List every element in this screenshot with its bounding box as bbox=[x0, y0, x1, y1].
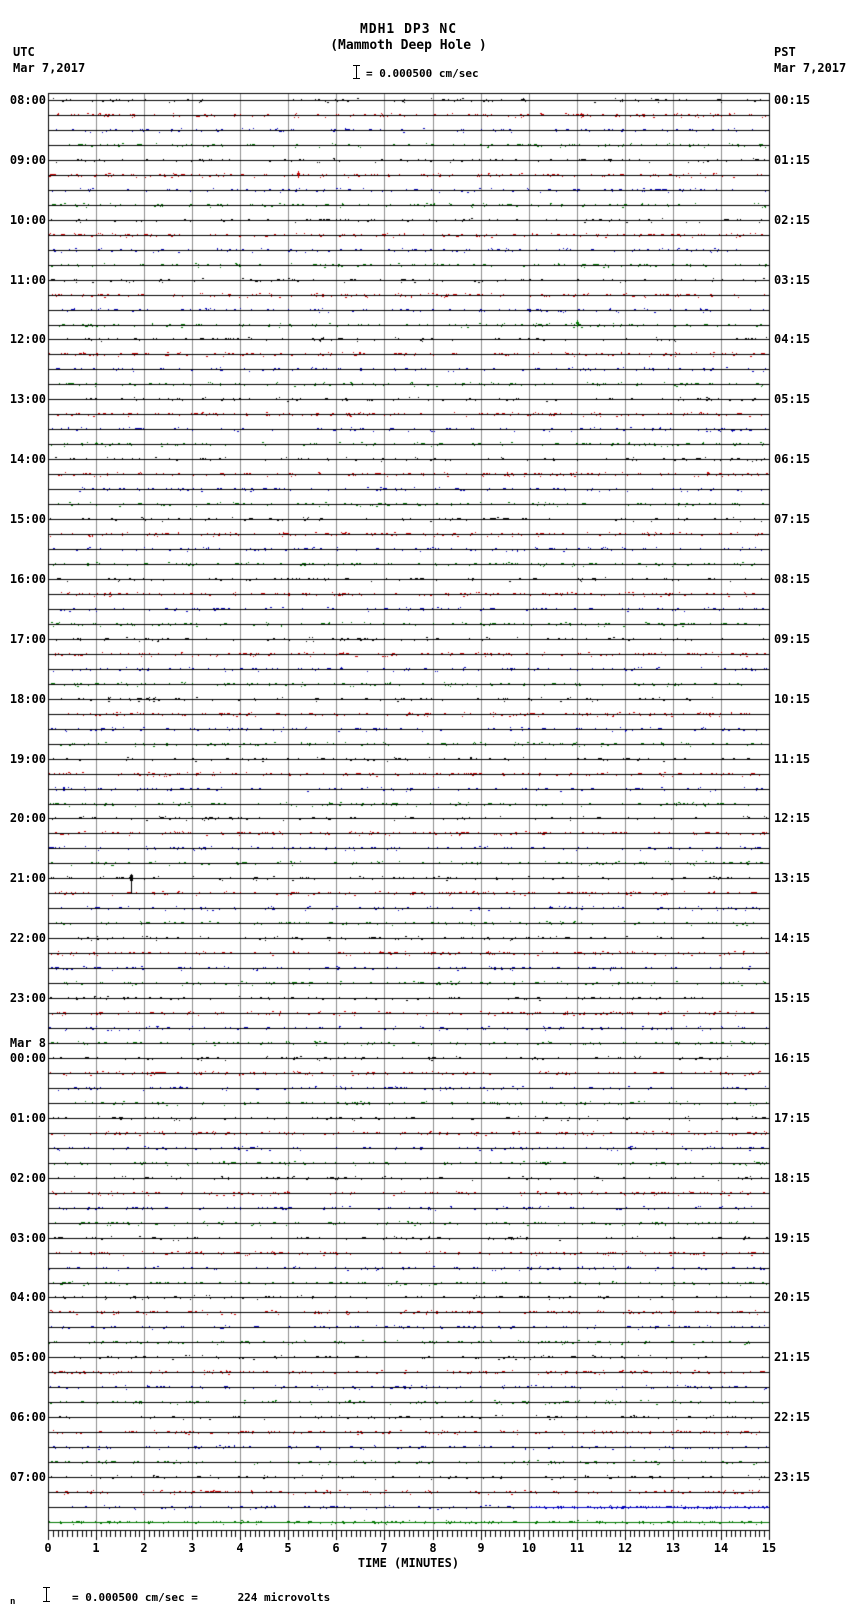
utc-time-label: 22:00 bbox=[9, 931, 46, 945]
utc-time-label: 20:00 bbox=[9, 811, 46, 825]
utc-time-label: 21:00 bbox=[9, 871, 46, 885]
pst-time-label: 04:15 bbox=[774, 332, 811, 346]
utc-time-label: 01:00 bbox=[9, 1111, 46, 1125]
utc-time-label: 06:00 bbox=[9, 1410, 46, 1424]
pst-date: Mar 7,2017 bbox=[774, 61, 847, 75]
x-tick-label: 8 bbox=[429, 1541, 437, 1555]
x-axis-title: TIME (MINUTES) bbox=[357, 1556, 460, 1570]
x-tick-label: 10 bbox=[521, 1541, 537, 1555]
pst-time-label: 22:15 bbox=[774, 1410, 811, 1424]
x-tick-label: 5 bbox=[284, 1541, 292, 1555]
page-title: MDH1 DP3 NC bbox=[359, 22, 458, 37]
utc-time-label: 03:00 bbox=[9, 1231, 46, 1245]
x-tick-label: 9 bbox=[477, 1541, 485, 1555]
pst-time-label: 00:15 bbox=[774, 93, 811, 107]
x-tick-label: 12 bbox=[617, 1541, 633, 1555]
utc-time-label: 05:00 bbox=[9, 1350, 46, 1364]
page-subtitle: (Mammoth Deep Hole ) bbox=[330, 38, 487, 53]
pst-time-label: 01:15 bbox=[774, 153, 811, 167]
footer-beam-icon bbox=[42, 1586, 51, 1607]
pst-time-label: 10:15 bbox=[774, 692, 811, 706]
footer-prefix-glyph: n bbox=[10, 1597, 16, 1607]
utc-time-label: 19:00 bbox=[9, 752, 46, 766]
pst-time-label: 14:15 bbox=[774, 931, 811, 945]
x-tick-label: 13 bbox=[665, 1541, 681, 1555]
x-tick-label: 4 bbox=[236, 1541, 244, 1555]
pst-time-label: 16:15 bbox=[774, 1051, 811, 1065]
pst-time-label: 20:15 bbox=[774, 1290, 811, 1304]
pst-time-label: 03:15 bbox=[774, 273, 811, 287]
utc-time-label: 09:00 bbox=[9, 153, 46, 167]
x-tick-label: 3 bbox=[188, 1541, 196, 1555]
pst-time-label: 11:15 bbox=[774, 752, 811, 766]
utc-time-label: 04:00 bbox=[9, 1290, 46, 1304]
utc-time-label: 08:00 bbox=[9, 93, 46, 107]
x-tick-label: 11 bbox=[569, 1541, 585, 1555]
pst-time-label: 08:15 bbox=[774, 572, 811, 586]
pst-zone-label: PST bbox=[774, 45, 796, 59]
x-tick-label: 1 bbox=[92, 1541, 100, 1555]
pst-time-label: 09:15 bbox=[774, 632, 811, 646]
pst-time-label: 07:15 bbox=[774, 512, 811, 526]
pst-time-label: 17:15 bbox=[774, 1111, 811, 1125]
pst-time-label: 15:15 bbox=[774, 991, 811, 1005]
utc-time-label: 16:00 bbox=[9, 572, 46, 586]
footer-scale-text: = 0.000500 cm/sec = 224 microvolts bbox=[72, 1591, 331, 1604]
pst-time-label: 12:15 bbox=[774, 811, 811, 825]
pst-time-label: 18:15 bbox=[774, 1171, 811, 1185]
utc-time-label: 12:00 bbox=[9, 332, 46, 346]
utc-time-label: 23:00 bbox=[9, 991, 46, 1005]
utc-time-label: 00:00 bbox=[9, 1051, 46, 1065]
utc-time-label: 18:00 bbox=[9, 692, 46, 706]
utc-time-label: 07:00 bbox=[9, 1470, 46, 1484]
utc-date: Mar 7,2017 bbox=[13, 61, 86, 75]
pst-time-label: 06:15 bbox=[774, 452, 811, 466]
utc-time-label: 13:00 bbox=[9, 392, 46, 406]
pst-time-label: 23:15 bbox=[774, 1470, 811, 1484]
utc-time-label: 11:00 bbox=[9, 273, 46, 287]
x-tick-label: 2 bbox=[140, 1541, 148, 1555]
x-tick-label: 7 bbox=[380, 1541, 388, 1555]
x-tick-label: 0 bbox=[44, 1541, 52, 1555]
pst-time-label: 13:15 bbox=[774, 871, 811, 885]
pst-time-label: 05:15 bbox=[774, 392, 811, 406]
utc-time-label: 10:00 bbox=[9, 213, 46, 227]
x-tick-label: 6 bbox=[332, 1541, 340, 1555]
pst-time-label: 21:15 bbox=[774, 1350, 811, 1364]
date-change-label: Mar 8 bbox=[9, 1036, 46, 1050]
utc-zone-label: UTC bbox=[13, 45, 35, 59]
x-tick-label: 14 bbox=[713, 1541, 729, 1555]
utc-time-label: 14:00 bbox=[9, 452, 46, 466]
utc-time-label: 17:00 bbox=[9, 632, 46, 646]
pst-time-label: 02:15 bbox=[774, 213, 811, 227]
x-tick-label: 15 bbox=[761, 1541, 777, 1555]
utc-time-label: 02:00 bbox=[9, 1171, 46, 1185]
pst-time-label: 19:15 bbox=[774, 1231, 811, 1245]
scale-beam-icon bbox=[352, 64, 361, 84]
utc-time-label: 15:00 bbox=[9, 512, 46, 526]
scale-value: = 0.000500 cm/sec bbox=[366, 67, 479, 80]
